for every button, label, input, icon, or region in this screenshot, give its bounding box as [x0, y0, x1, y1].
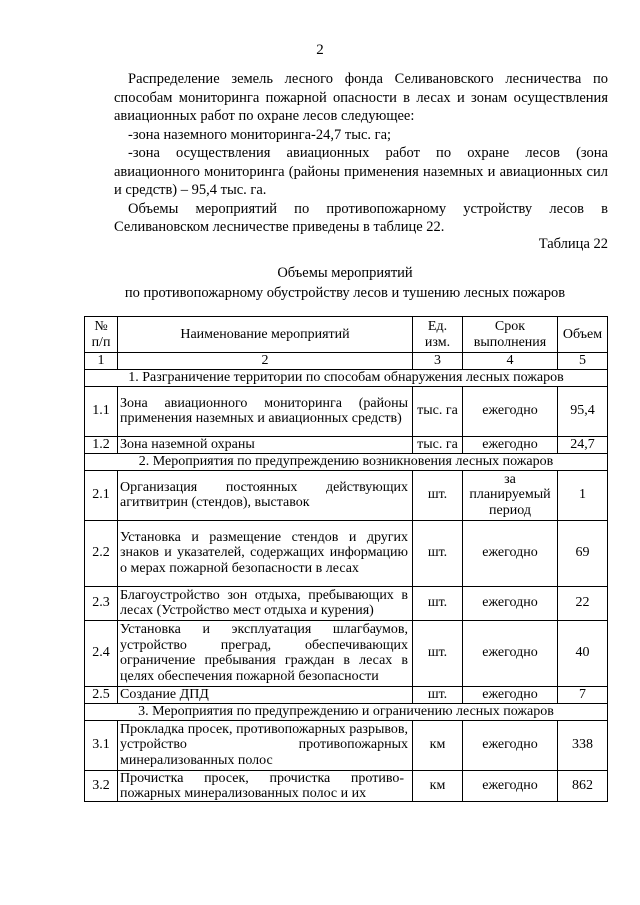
section-title: 3. Мероприятия по предупреждению и ограничению лесных пожаров: [85, 703, 608, 720]
row-term: ежегодно: [463, 720, 558, 770]
page-number: 2: [316, 42, 324, 58]
table-row: [85, 470, 608, 520]
row-unit: тыс. га: [413, 386, 463, 436]
section-row: [85, 453, 608, 470]
column-number: 2: [118, 353, 413, 370]
row-unit: шт.: [413, 470, 463, 520]
row-volume: 24,7: [558, 436, 608, 453]
row-unit: шт.: [413, 586, 463, 620]
header-term: Срок выполнения: [463, 317, 558, 353]
row-num: 2.2: [85, 520, 118, 586]
table-title-line-1: Объемы мероприятий: [277, 265, 413, 281]
header-num: № п/п: [85, 317, 118, 353]
intro-paragraph-1: Распределение земель лесного фонда Селивановского лесничества по способам мониторинга пожарной опасности в лесах и зонам осуществления авиационных работ по охране лесов следующее:: [114, 71, 608, 124]
row-term: ежегодно: [463, 686, 558, 703]
table-row: [85, 620, 608, 686]
table-row: [85, 720, 608, 770]
row-name: Зона наземной охраны: [118, 436, 413, 453]
row-volume: 862: [558, 770, 608, 801]
row-name: Создание ДПД: [118, 686, 413, 703]
table-title: [80, 263, 610, 303]
row-name: Зона авиационного мониторинга (районы применения наземных и авиационных средств): [118, 386, 413, 436]
table-header-row: [85, 317, 608, 353]
table-title-line-2: по противопожарному обустройству лесов и тушению лесных пожаров: [124, 285, 566, 301]
row-num: 2.4: [85, 620, 118, 686]
intro-paragraph-3: -зона осуществления авиационных работ по охране лесов (зона авиационного мониторинга (районы применения наземных и авиационных сил и средств) – 95,4 тыс. га.: [114, 145, 608, 198]
header-unit: Ед. изм.: [413, 317, 463, 353]
table-row: [85, 770, 608, 801]
row-name: Организация постоянных действующих агитвитрин (стендов), выставок: [118, 470, 413, 520]
row-unit: шт.: [413, 620, 463, 686]
row-unit: шт.: [413, 520, 463, 586]
table-row: [85, 520, 608, 586]
row-name: Прокладка просек, противопожарных разрывов, устройство противопожарных минерализованных полос: [118, 720, 413, 770]
table-row: [85, 386, 608, 436]
row-volume: 40: [558, 620, 608, 686]
table-row: [85, 586, 608, 620]
row-num: 1.1: [85, 386, 118, 436]
row-volume: 69: [558, 520, 608, 586]
row-term: ежегодно: [463, 386, 558, 436]
row-unit: км: [413, 720, 463, 770]
header-volume: Объем: [558, 317, 608, 353]
row-volume: 338: [558, 720, 608, 770]
row-num: 2.1: [85, 470, 118, 520]
table-label: Таблица 22: [538, 236, 608, 252]
row-name: Благоустройство зон отдыха, пребывающих в лесах (Устройство мест отдыха и курения): [118, 586, 413, 620]
row-term: ежегодно: [463, 520, 558, 586]
row-unit: шт.: [413, 686, 463, 703]
table-row: [85, 436, 608, 453]
row-volume: 7: [558, 686, 608, 703]
section-title: 1. Разграничение территории по способам обнаружения лесных пожаров: [85, 369, 608, 386]
row-volume: 95,4: [558, 386, 608, 436]
row-name-text: Прочистка просек, прочистка противо-пожарных минерализованных полос и их: [120, 770, 404, 801]
row-name: Установка и размещение стендов и других знаков и указателей, содержащих информацию о мерах пожарной безопасности в лесах: [118, 520, 413, 586]
measures-table: [84, 316, 608, 802]
section-row: [85, 369, 608, 386]
section-row: [85, 703, 608, 720]
intro-text: [114, 70, 608, 237]
table-row: [85, 686, 608, 703]
row-term: ежегодно: [463, 586, 558, 620]
row-name: Установка и эксплуатация шлагбаумов, устройство преград, обеспечивающих ограничение пребывания граждан в лесах в целях обеспечения пожарной безопасности: [118, 620, 413, 686]
row-name: [118, 770, 413, 801]
row-volume: 1: [558, 470, 608, 520]
row-volume: 22: [558, 586, 608, 620]
row-unit: км: [413, 770, 463, 801]
row-term: ежегодно: [463, 620, 558, 686]
intro-paragraph-4: Объемы мероприятий по противопожарному устройству лесов в Селивановском лесничестве приведены в таблице 22.: [114, 200, 608, 235]
row-term: ежегодно: [463, 770, 558, 801]
column-number: 5: [558, 353, 608, 370]
column-number-row: [85, 353, 608, 370]
header-name: Наименование мероприятий: [118, 317, 413, 353]
section-title: 2. Мероприятия по предупреждению возникновения лесных пожаров: [85, 453, 608, 470]
row-num: 2.5: [85, 686, 118, 703]
column-number: 3: [413, 353, 463, 370]
row-term: за планируемый период: [463, 470, 558, 520]
row-num: 1.2: [85, 436, 118, 453]
row-num: 3.1: [85, 720, 118, 770]
intro-paragraph-2: -зона наземного мониторинга-24,7 тыс. га;: [128, 126, 392, 143]
row-num: 3.2: [85, 770, 118, 801]
column-number: 1: [85, 353, 118, 370]
row-num: 2.3: [85, 586, 118, 620]
row-term: ежегодно: [463, 436, 558, 453]
row-unit: тыс. га: [413, 436, 463, 453]
column-number: 4: [463, 353, 558, 370]
